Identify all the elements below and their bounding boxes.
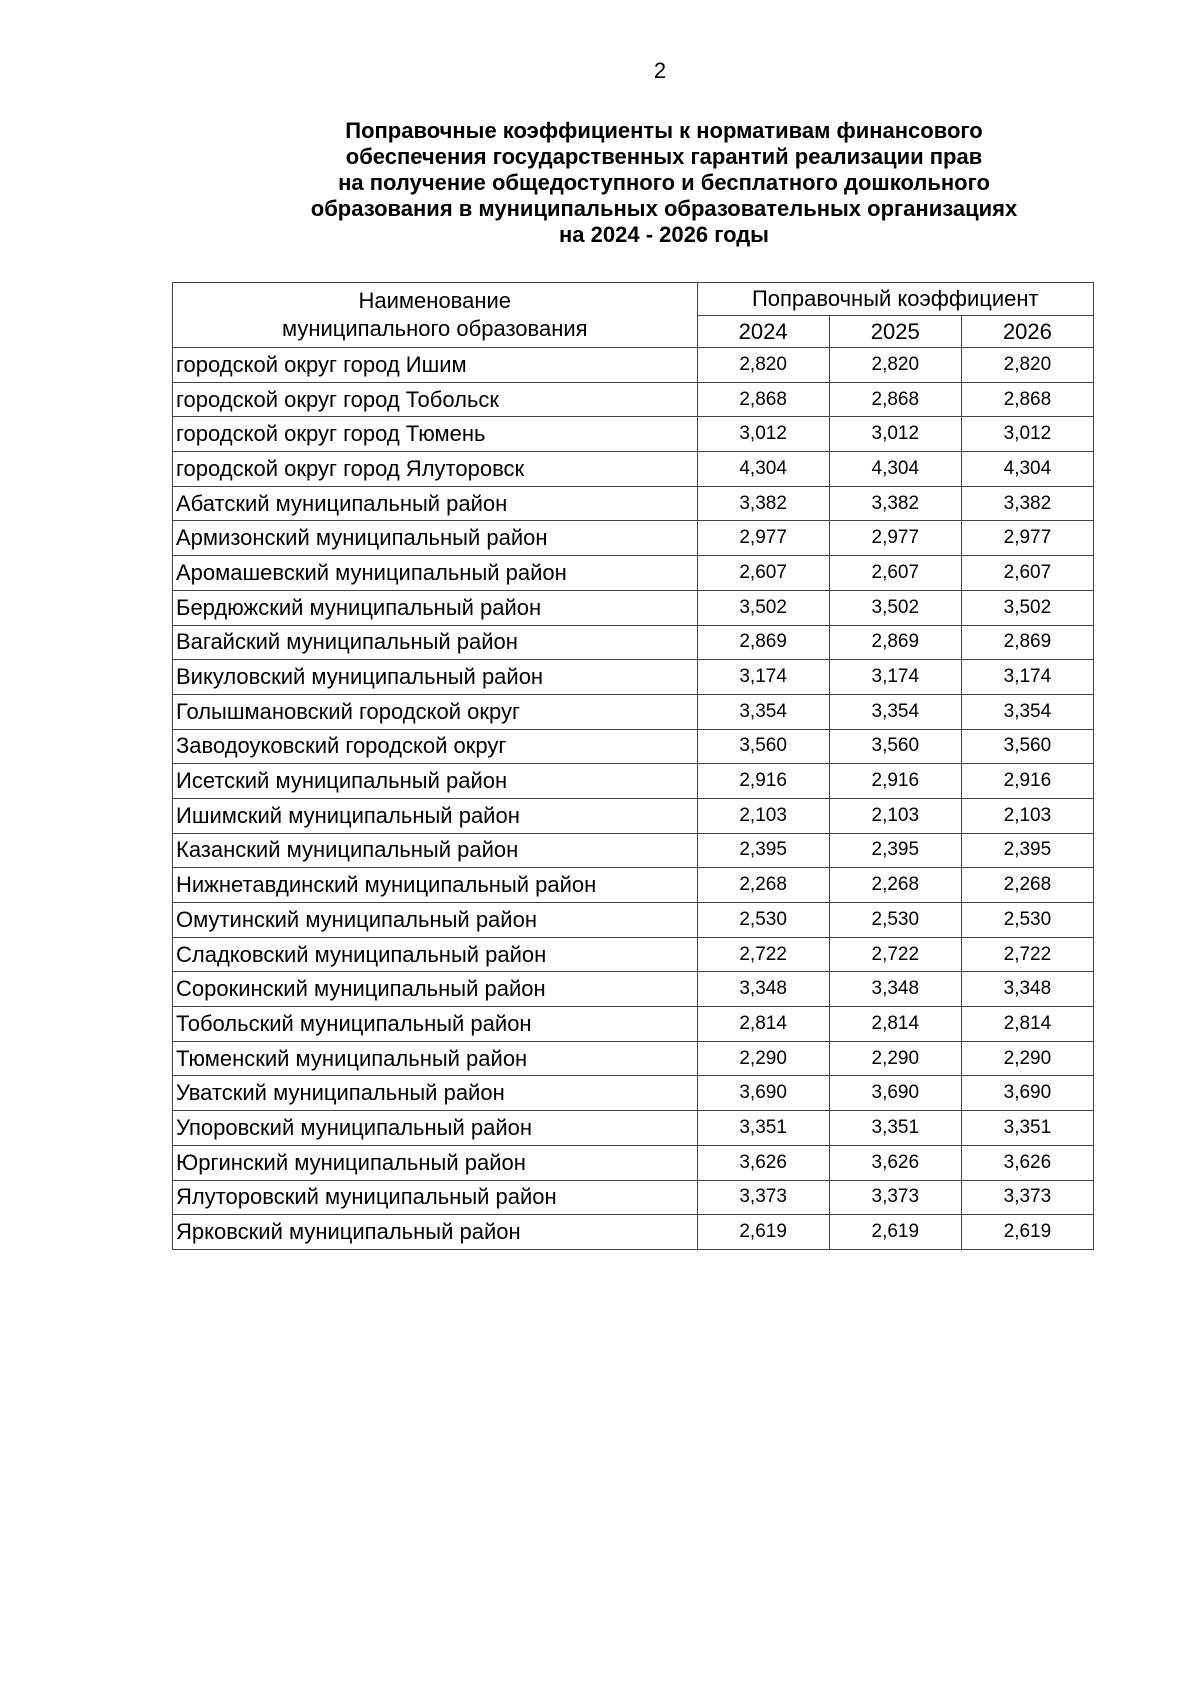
municipality-name-cell: Аромашевский муниципальный район xyxy=(173,556,698,591)
table-row xyxy=(173,556,1094,591)
coefficient-cell-2024: 2,530 xyxy=(697,903,829,938)
header-row xyxy=(173,283,1094,316)
municipality-name-cell: Тобольский муниципальный район xyxy=(173,1007,698,1042)
municipality-name-cell: городской округ город Тобольск xyxy=(173,382,698,417)
table-row xyxy=(173,452,1094,487)
municipality-name-cell: Армизонский муниципальный район xyxy=(173,521,698,556)
municipality-name-cell: Викуловский муниципальный район xyxy=(173,660,698,695)
title-line: на 2024 - 2026 годы xyxy=(559,222,769,247)
coefficient-cell-2024: 3,382 xyxy=(697,486,829,521)
coefficient-cell-2026: 2,619 xyxy=(961,1215,1093,1250)
title-line: образования в муниципальных образовательных организациях xyxy=(310,196,1018,221)
coefficient-cell-2026: 3,502 xyxy=(961,590,1093,625)
coefficient-group-header: Поправочный коэффициент xyxy=(697,283,1093,316)
coefficient-cell-2024: 2,869 xyxy=(697,625,829,660)
coefficient-cell-2025: 2,820 xyxy=(829,348,961,383)
table-row xyxy=(173,1076,1094,1111)
coefficient-cell-2026: 2,530 xyxy=(961,903,1093,938)
page-number: 2 xyxy=(653,58,667,83)
coefficient-cell-2025: 2,268 xyxy=(829,868,961,903)
table-row xyxy=(173,521,1094,556)
municipality-name-cell: Ялуторовский муниципальный район xyxy=(173,1180,698,1215)
coefficient-cell-2026: 4,304 xyxy=(961,452,1093,487)
coefficient-cell-2026: 3,174 xyxy=(961,660,1093,695)
municipality-name-cell: Сорокинский муниципальный район xyxy=(173,972,698,1007)
municipality-name-cell: городской округ город Ишим xyxy=(173,348,698,383)
table-row xyxy=(173,382,1094,417)
table-row xyxy=(173,486,1094,521)
table-row xyxy=(173,1007,1094,1042)
coefficient-cell-2025: 2,530 xyxy=(829,903,961,938)
coefficient-cell-2024: 3,373 xyxy=(697,1180,829,1215)
coefficient-cell-2024: 4,304 xyxy=(697,452,829,487)
coefficient-cell-2026: 3,012 xyxy=(961,417,1093,452)
municipality-name-cell: Вагайский муниципальный район xyxy=(173,625,698,660)
coefficient-cell-2024: 2,268 xyxy=(697,868,829,903)
coefficient-cell-2026: 2,869 xyxy=(961,625,1093,660)
year-header-2026: 2026 xyxy=(961,316,1093,348)
coefficient-cell-2025: 3,012 xyxy=(829,417,961,452)
coefficient-cell-2026: 3,351 xyxy=(961,1111,1093,1146)
coefficient-cell-2024: 2,103 xyxy=(697,798,829,833)
document-title xyxy=(254,118,1074,248)
coefficient-cell-2024: 3,502 xyxy=(697,590,829,625)
coefficient-cell-2024: 2,814 xyxy=(697,1007,829,1042)
table-row xyxy=(173,590,1094,625)
coefficient-cell-2025: 3,348 xyxy=(829,972,961,1007)
coefficient-cell-2024: 3,560 xyxy=(697,729,829,764)
coefficient-cell-2026: 3,690 xyxy=(961,1076,1093,1111)
coefficient-cell-2026: 3,373 xyxy=(961,1180,1093,1215)
municipality-name-cell: Уватский муниципальный район xyxy=(173,1076,698,1111)
table-row xyxy=(173,937,1094,972)
municipality-name-cell: Заводоуковский городской округ xyxy=(173,729,698,764)
municipality-name-cell: Упоровский муниципальный район xyxy=(173,1111,698,1146)
table-row xyxy=(173,1180,1094,1215)
coefficients-table xyxy=(172,282,1094,1250)
table-row xyxy=(173,1041,1094,1076)
table-row xyxy=(173,1111,1094,1146)
header-line: муниципального образования xyxy=(281,316,588,341)
coefficient-cell-2026: 2,814 xyxy=(961,1007,1093,1042)
coefficient-cell-2024: 3,351 xyxy=(697,1111,829,1146)
table-row xyxy=(173,868,1094,903)
table-body xyxy=(173,348,1094,1250)
table-row xyxy=(173,833,1094,868)
coefficient-cell-2025: 2,868 xyxy=(829,382,961,417)
table-row xyxy=(173,660,1094,695)
coefficient-cell-2025: 2,722 xyxy=(829,937,961,972)
title-line: на получение общедоступного и бесплатного дошкольного xyxy=(338,170,990,195)
coefficient-cell-2025: 3,626 xyxy=(829,1145,961,1180)
municipality-name-cell: Юргинский муниципальный район xyxy=(173,1145,698,1180)
table-row xyxy=(173,903,1094,938)
coefficient-cell-2024: 2,290 xyxy=(697,1041,829,1076)
year-header-2024: 2024 xyxy=(697,316,829,348)
coefficient-cell-2024: 3,626 xyxy=(697,1145,829,1180)
table-row xyxy=(173,625,1094,660)
coefficient-cell-2025: 3,174 xyxy=(829,660,961,695)
coefficient-cell-2025: 2,395 xyxy=(829,833,961,868)
coefficient-cell-2024: 2,916 xyxy=(697,764,829,799)
municipality-name-cell: городской округ город Ялуторовск xyxy=(173,452,698,487)
coefficient-cell-2026: 2,290 xyxy=(961,1041,1093,1076)
title-line: Поправочные коэффициенты к нормативам финансового xyxy=(345,118,983,143)
table-row xyxy=(173,798,1094,833)
municipality-name-cell: Нижнетавдинский муниципальный район xyxy=(173,868,698,903)
coefficient-cell-2025: 2,103 xyxy=(829,798,961,833)
coefficient-cell-2026: 2,868 xyxy=(961,382,1093,417)
municipality-name-cell: городской округ город Тюмень xyxy=(173,417,698,452)
coefficient-cell-2025: 3,351 xyxy=(829,1111,961,1146)
coefficient-cell-2026: 2,820 xyxy=(961,348,1093,383)
coefficient-cell-2025: 3,373 xyxy=(829,1180,961,1215)
coefficient-cell-2024: 2,820 xyxy=(697,348,829,383)
coefficient-cell-2026: 2,722 xyxy=(961,937,1093,972)
municipality-name-cell: Омутинский муниципальный район xyxy=(173,903,698,938)
table-row xyxy=(173,348,1094,383)
coefficient-cell-2024: 2,395 xyxy=(697,833,829,868)
title-line: обеспечения государственных гарантий реализации прав xyxy=(345,144,983,169)
coefficient-cell-2024: 3,690 xyxy=(697,1076,829,1111)
coefficient-cell-2026: 3,382 xyxy=(961,486,1093,521)
coefficient-cell-2025: 2,869 xyxy=(829,625,961,660)
coefficient-cell-2024: 3,174 xyxy=(697,660,829,695)
municipality-column-header xyxy=(173,283,698,348)
coefficient-cell-2025: 4,304 xyxy=(829,452,961,487)
coefficient-cell-2026: 2,916 xyxy=(961,764,1093,799)
coefficient-cell-2025: 3,690 xyxy=(829,1076,961,1111)
header-line: Наименование xyxy=(358,288,512,313)
coefficient-cell-2025: 2,977 xyxy=(829,521,961,556)
coefficient-cell-2024: 2,868 xyxy=(697,382,829,417)
municipality-name-cell: Тюменский муниципальный район xyxy=(173,1041,698,1076)
coefficient-cell-2025: 3,502 xyxy=(829,590,961,625)
municipality-name-cell: Казанский муниципальный район xyxy=(173,833,698,868)
municipality-name-cell: Ишимский муниципальный район xyxy=(173,798,698,833)
coefficient-cell-2026: 2,607 xyxy=(961,556,1093,591)
municipality-name-cell: Сладковский муниципальный район xyxy=(173,937,698,972)
coefficient-cell-2025: 2,290 xyxy=(829,1041,961,1076)
table-row xyxy=(173,1145,1094,1180)
coefficient-cell-2024: 2,619 xyxy=(697,1215,829,1250)
table-row xyxy=(173,729,1094,764)
coefficient-cell-2026: 3,348 xyxy=(961,972,1093,1007)
municipality-name-cell: Ярковский муниципальный район xyxy=(173,1215,698,1250)
year-header-2025: 2025 xyxy=(829,316,961,348)
table-row xyxy=(173,764,1094,799)
coefficient-cell-2024: 3,348 xyxy=(697,972,829,1007)
table-row xyxy=(173,972,1094,1007)
table-row xyxy=(173,417,1094,452)
municipality-name-cell: Исетский муниципальный район xyxy=(173,764,698,799)
municipality-name-cell: Бердюжский муниципальный район xyxy=(173,590,698,625)
coefficient-cell-2025: 3,382 xyxy=(829,486,961,521)
municipality-name-cell: Голышмановский городской округ xyxy=(173,694,698,729)
table-header xyxy=(173,283,1094,348)
coefficient-cell-2025: 2,814 xyxy=(829,1007,961,1042)
coefficient-cell-2026: 3,354 xyxy=(961,694,1093,729)
coefficient-cell-2026: 2,395 xyxy=(961,833,1093,868)
coefficient-cell-2025: 3,560 xyxy=(829,729,961,764)
coefficient-cell-2024: 2,607 xyxy=(697,556,829,591)
coefficient-cell-2026: 3,560 xyxy=(961,729,1093,764)
table-row xyxy=(173,1215,1094,1250)
coefficient-cell-2025: 2,916 xyxy=(829,764,961,799)
coefficient-cell-2026: 2,268 xyxy=(961,868,1093,903)
table-row xyxy=(173,694,1094,729)
coefficient-cell-2025: 2,619 xyxy=(829,1215,961,1250)
coefficient-cell-2026: 3,626 xyxy=(961,1145,1093,1180)
coefficient-cell-2024: 2,977 xyxy=(697,521,829,556)
municipality-name-cell: Абатский муниципальный район xyxy=(173,486,698,521)
coefficient-cell-2024: 2,722 xyxy=(697,937,829,972)
coefficient-cell-2025: 3,354 xyxy=(829,694,961,729)
coefficient-cell-2024: 3,354 xyxy=(697,694,829,729)
coefficient-cell-2024: 3,012 xyxy=(697,417,829,452)
coefficient-cell-2026: 2,103 xyxy=(961,798,1093,833)
coefficient-cell-2025: 2,607 xyxy=(829,556,961,591)
coefficient-cell-2026: 2,977 xyxy=(961,521,1093,556)
